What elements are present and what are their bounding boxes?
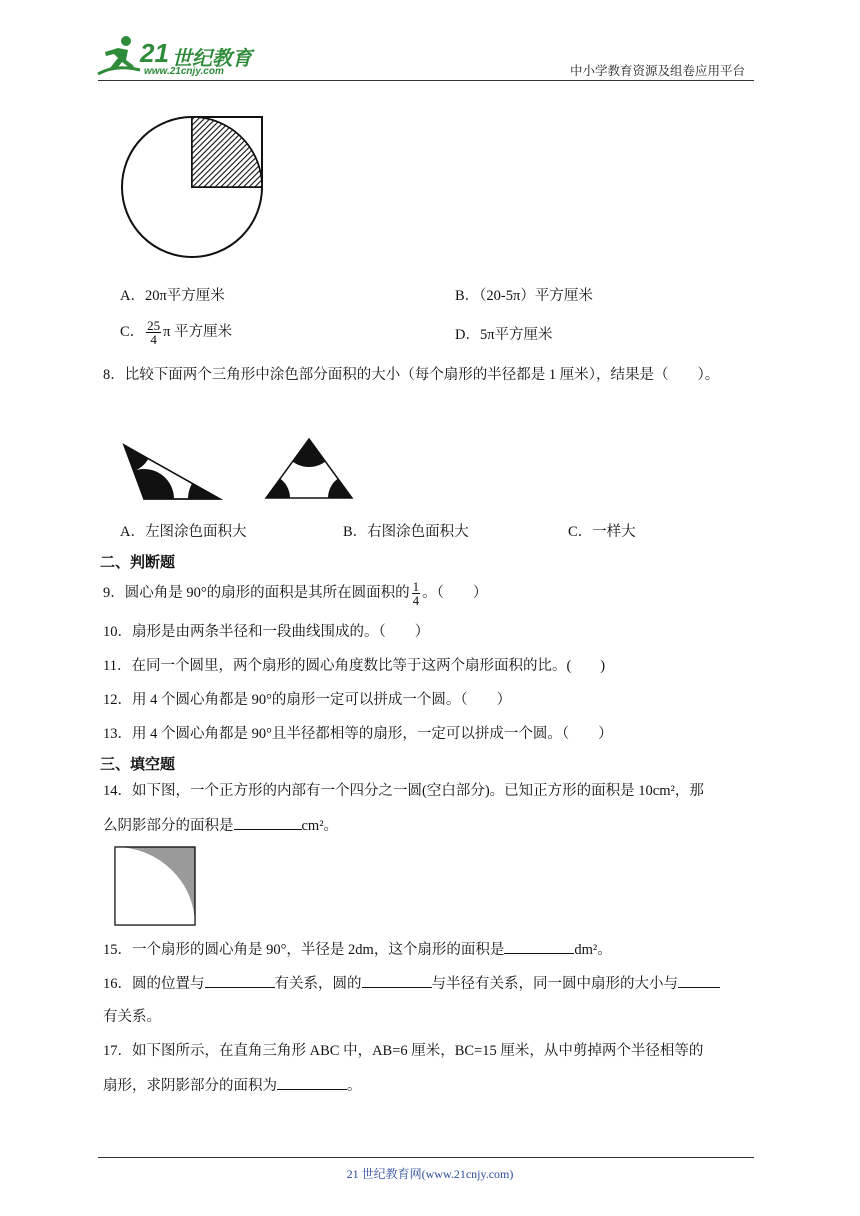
q15-answer-blank[interactable]	[504, 939, 574, 954]
runner-logo-icon	[96, 34, 142, 78]
q8-option-c[interactable]: C．一样大	[568, 524, 636, 540]
q9-text: 9．圆心角是 90°的扇形的面积是其所在圆面积的 $\frac{1}{4}$ 。（ ）	[103, 579, 488, 608]
fraction: $\frac{1}{4}$	[412, 579, 420, 608]
q7-option-a[interactable]: A．20π平方厘米	[120, 288, 225, 304]
q10-text: 10．扇形是由两条半径和一段曲线围成的。（ ）	[103, 624, 430, 640]
q14-line1: 14．如下图，一个正方形的内部有一个四分之一圆(空白部分)。已知正方形的面积是 10cm²，那	[103, 783, 704, 799]
q16-line1: 16．圆的位置与 有关系，圆的 与半径有关系，同一圆中扇形的大小与	[103, 973, 720, 994]
q16-blank-2[interactable]	[362, 973, 432, 988]
q14-line2: 么阴影部分的面积是 cm²。	[103, 815, 338, 836]
section-title-fill-in: 三、填空题	[100, 756, 176, 773]
q16-line2: 有关系。	[103, 1009, 161, 1025]
header-rule	[98, 80, 754, 81]
q15-text: 15．一个扇形的圆心角是 90°，半径是 2dm，这个扇形的面积是 dm²。	[103, 939, 612, 960]
section-title-judgement: 二、判断题	[100, 554, 176, 571]
q7-option-b[interactable]: B．（20-5π）平方厘米	[455, 288, 593, 304]
footer-text[interactable]: 21 世纪教育网(www.21cnjy.com)	[346, 1167, 514, 1181]
q8-text: 8．比较下面两个三角形中涂色部分面积的大小（每个扇形的半径都是 1 厘米），结果是（ ）。	[103, 367, 720, 383]
q8-option-b[interactable]: B．右图涂色面积大	[343, 524, 469, 540]
q14-figure	[112, 844, 198, 928]
footer-rule	[98, 1157, 754, 1158]
header-tagline: 中小学教育资源及组卷应用平台	[570, 63, 746, 78]
logo-url: www.21cnjy.com	[144, 66, 224, 77]
q16-blank-3[interactable]	[678, 973, 720, 988]
q17-answer-blank[interactable]	[277, 1075, 347, 1090]
q16-blank-1[interactable]	[205, 973, 275, 988]
q14-answer-blank[interactable]	[234, 815, 302, 830]
logo-number: 21	[140, 38, 169, 68]
q12-text: 12．用 4 个圆心角都是 90°的扇形一定可以拼成一个圆。（ ）	[103, 692, 512, 708]
logo-text: 世纪教育	[172, 46, 252, 70]
q8-option-a[interactable]: A．左图涂色面积大	[120, 524, 247, 540]
q7-option-d[interactable]: D．5π平方厘米	[455, 327, 553, 343]
fraction: $\frac{25}{4}$	[147, 318, 161, 347]
q17-line1: 17．如下图所示，在直角三角形 ABC 中，AB=6 厘米，BC=15 厘米，从中剪掉两个半径相等的	[103, 1043, 704, 1059]
q8-figure-left-triangle	[118, 440, 224, 502]
q13-text: 13．用 4 个圆心角都是 90°且半径都相等的扇形，一定可以拼成一个圆。（ ）	[103, 726, 613, 742]
q11-text: 11．在同一个圆里，两个扇形的圆心角度数比等于这两个扇形面积的比。( )	[103, 658, 606, 674]
q7-figure	[118, 108, 270, 258]
header-logo	[96, 34, 266, 78]
q17-line2: 扇形，求阴影部分的面积为 。	[103, 1075, 362, 1096]
q8-figure-right-triangle	[262, 436, 356, 502]
q7-option-c[interactable]: C． $\frac{25}{4}$ π 平方厘米	[120, 318, 233, 347]
